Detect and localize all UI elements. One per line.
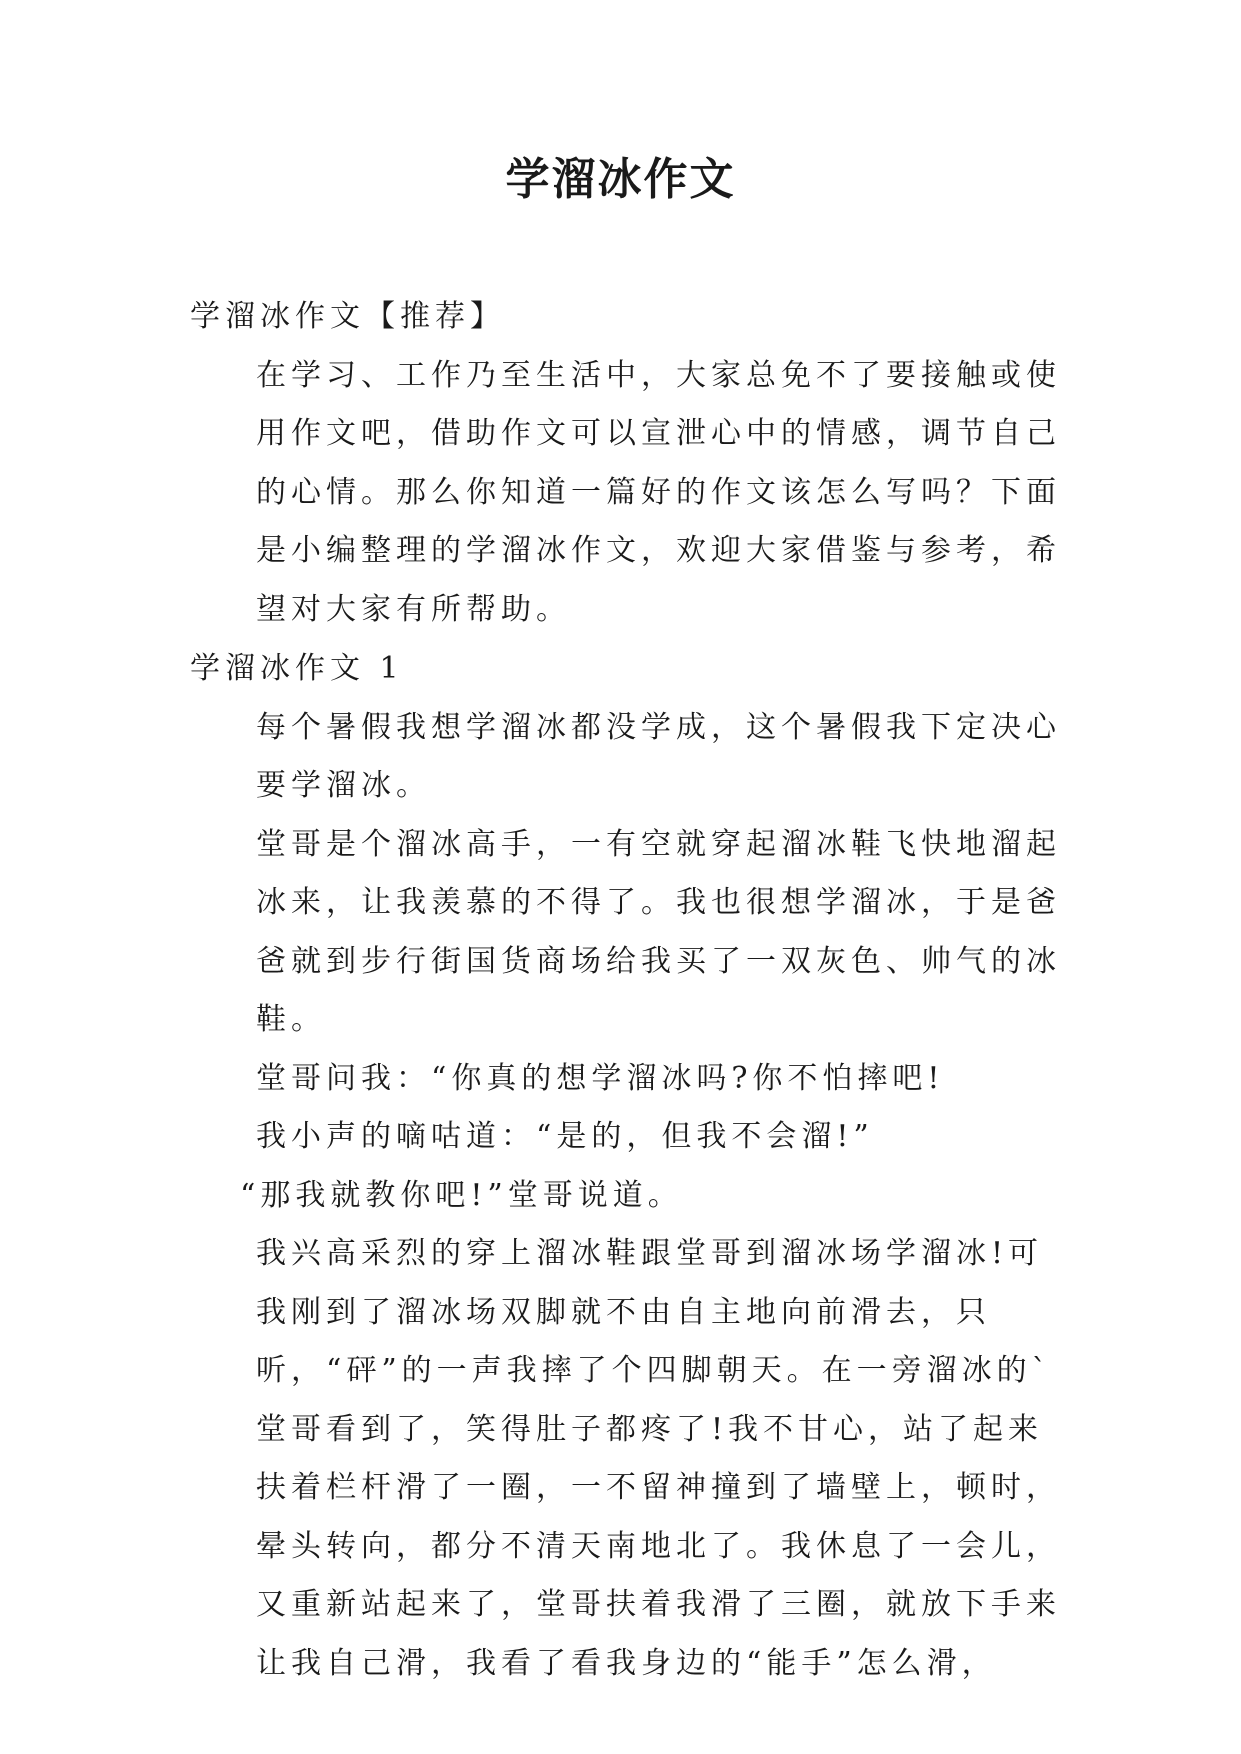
essay-paragraph: 每个暑假我想学溜冰都没学成，这个暑假我下定决心要学溜冰。	[256, 709, 1061, 803]
essay-paragraph: 我兴高采烈的穿上溜冰鞋跟堂哥到溜冰场学溜冰!可我刚到了溜冰场双脚就不由自主地向前滑去，只听，“砰”的一声我摔了个四脚朝天。在一旁溜冰的`堂哥看到了，笑得肚子都疼了!我不甘心，站了起来扶着栏杆滑了一圈，一不留神撞到了墙壁上，顿时，晕头转向，都分不清天南地北了。我休息了一会儿，又重新站起来了，堂哥扶着我滑了三圈，就放下手来让我自己滑，我看了看我身边的“能手”怎么滑，	[256, 1236, 1061, 1681]
intro-section	[190, 288, 1070, 639]
intro-paragraph: 在学习、工作乃至生活中，大家总免不了要接触或使用作文吧，借助作文可以宣泄心中的情感，调节自己的心情。那么你知道一篇好的作文该怎么写吗？下面是小编整理的学溜冰作文，欢迎大家借鉴与参考，希望对大家有所帮助。	[256, 357, 1061, 627]
essay-paragraph: 堂哥是个溜冰高手，一有空就穿起溜冰鞋飞快地溜起冰来，让我羡慕的不得了。我也很想学溜冰，于是爸爸就到步行街国货商场给我买了一双灰色、帅气的冰鞋。	[256, 826, 1061, 1037]
document-title: 学溜冰作文	[505, 154, 736, 205]
intro-heading: 学溜冰作文【推荐】	[190, 299, 505, 334]
essay-1-section	[190, 640, 1070, 1693]
essay-paragraph: 我小声的嘀咕道：“是的，但我不会溜!”	[256, 1119, 874, 1154]
essay-paragraph: “那我就教你吧!”堂哥说道。	[240, 1177, 683, 1213]
essay-1-heading: 学溜冰作文 1	[190, 651, 404, 686]
essay-paragraph: 堂哥问我：“你真的想学溜冰吗?你不怕摔吧!	[256, 1060, 945, 1096]
